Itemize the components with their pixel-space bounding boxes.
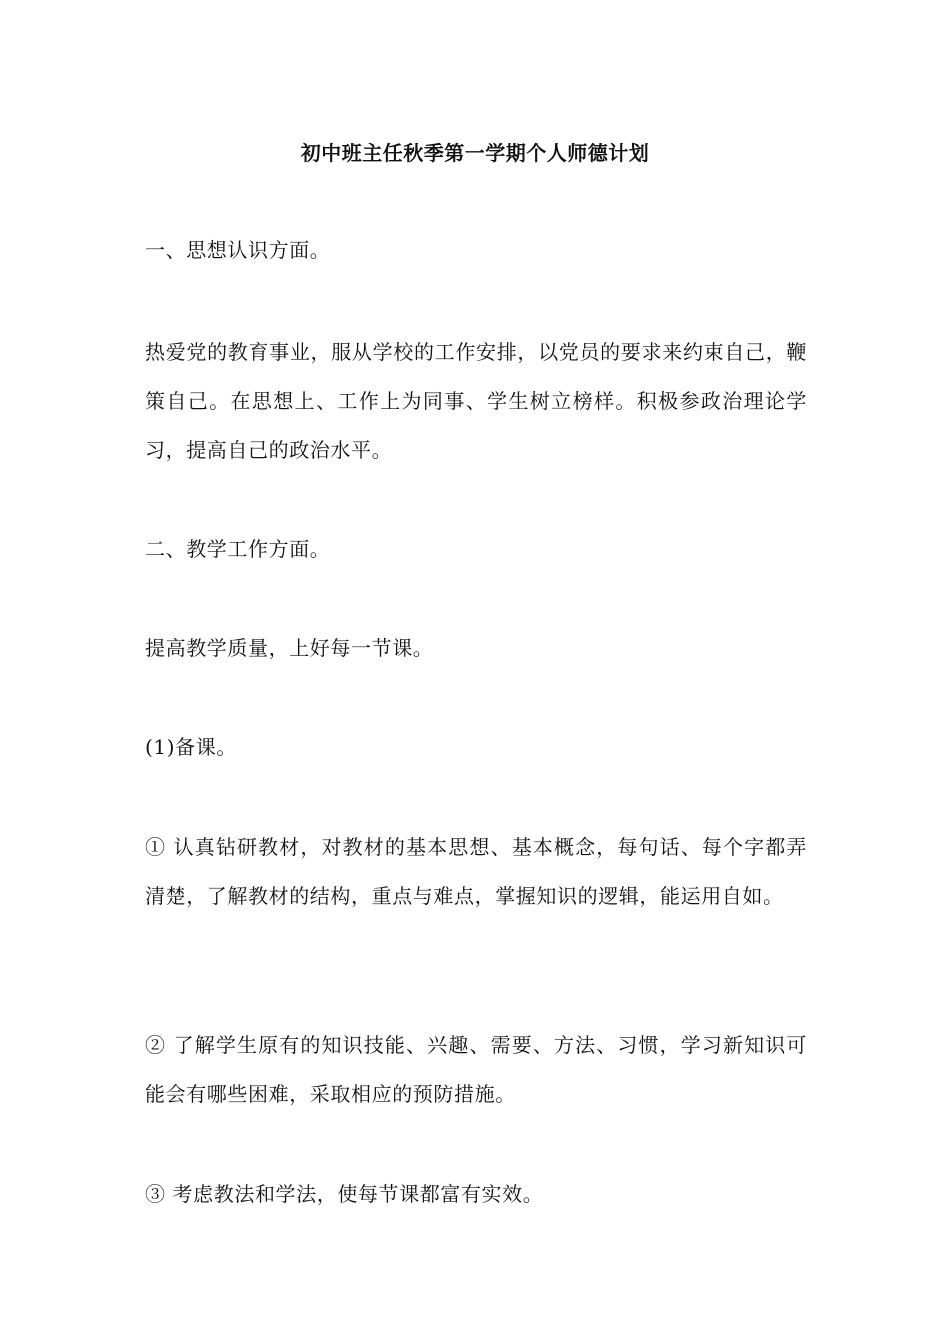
paragraph-thought: 热爱党的教育事业，服从学校的工作安排，以党员的要求来约束自己，鞭策自己。在思想上、工作上为同事、学生树立榜样。积极参政治理论学习，提高自己的政治水平。	[145, 340, 807, 462]
section-heading-thought: 一、思想认识方面。	[145, 238, 331, 262]
list-item-2: ② 了解学生原有的知识技能、兴趣、需要、方法、习惯，学习新知识可能会有哪些困难，采取相应的预防措施。	[145, 1033, 807, 1106]
paragraph-teaching-quality: 提高教学质量，上好每一节课。	[145, 636, 434, 660]
list-item-1: ① 认真钻研教材，对教材的基本思想、基本概念，每句话、每个字都弄清楚，了解教材的结构，重点与难点，掌握知识的逻辑，能运用自如。	[145, 835, 807, 908]
section-heading-teaching: 二、教学工作方面。	[145, 537, 331, 561]
subheading-lesson-prep: (1)备课。	[145, 735, 237, 759]
document-title: 初中班主任秋季第一学期个人师德计划	[300, 141, 650, 165]
list-item-3: ③ 考虑教法和学法，使每节课都富有实效。	[145, 1182, 544, 1206]
